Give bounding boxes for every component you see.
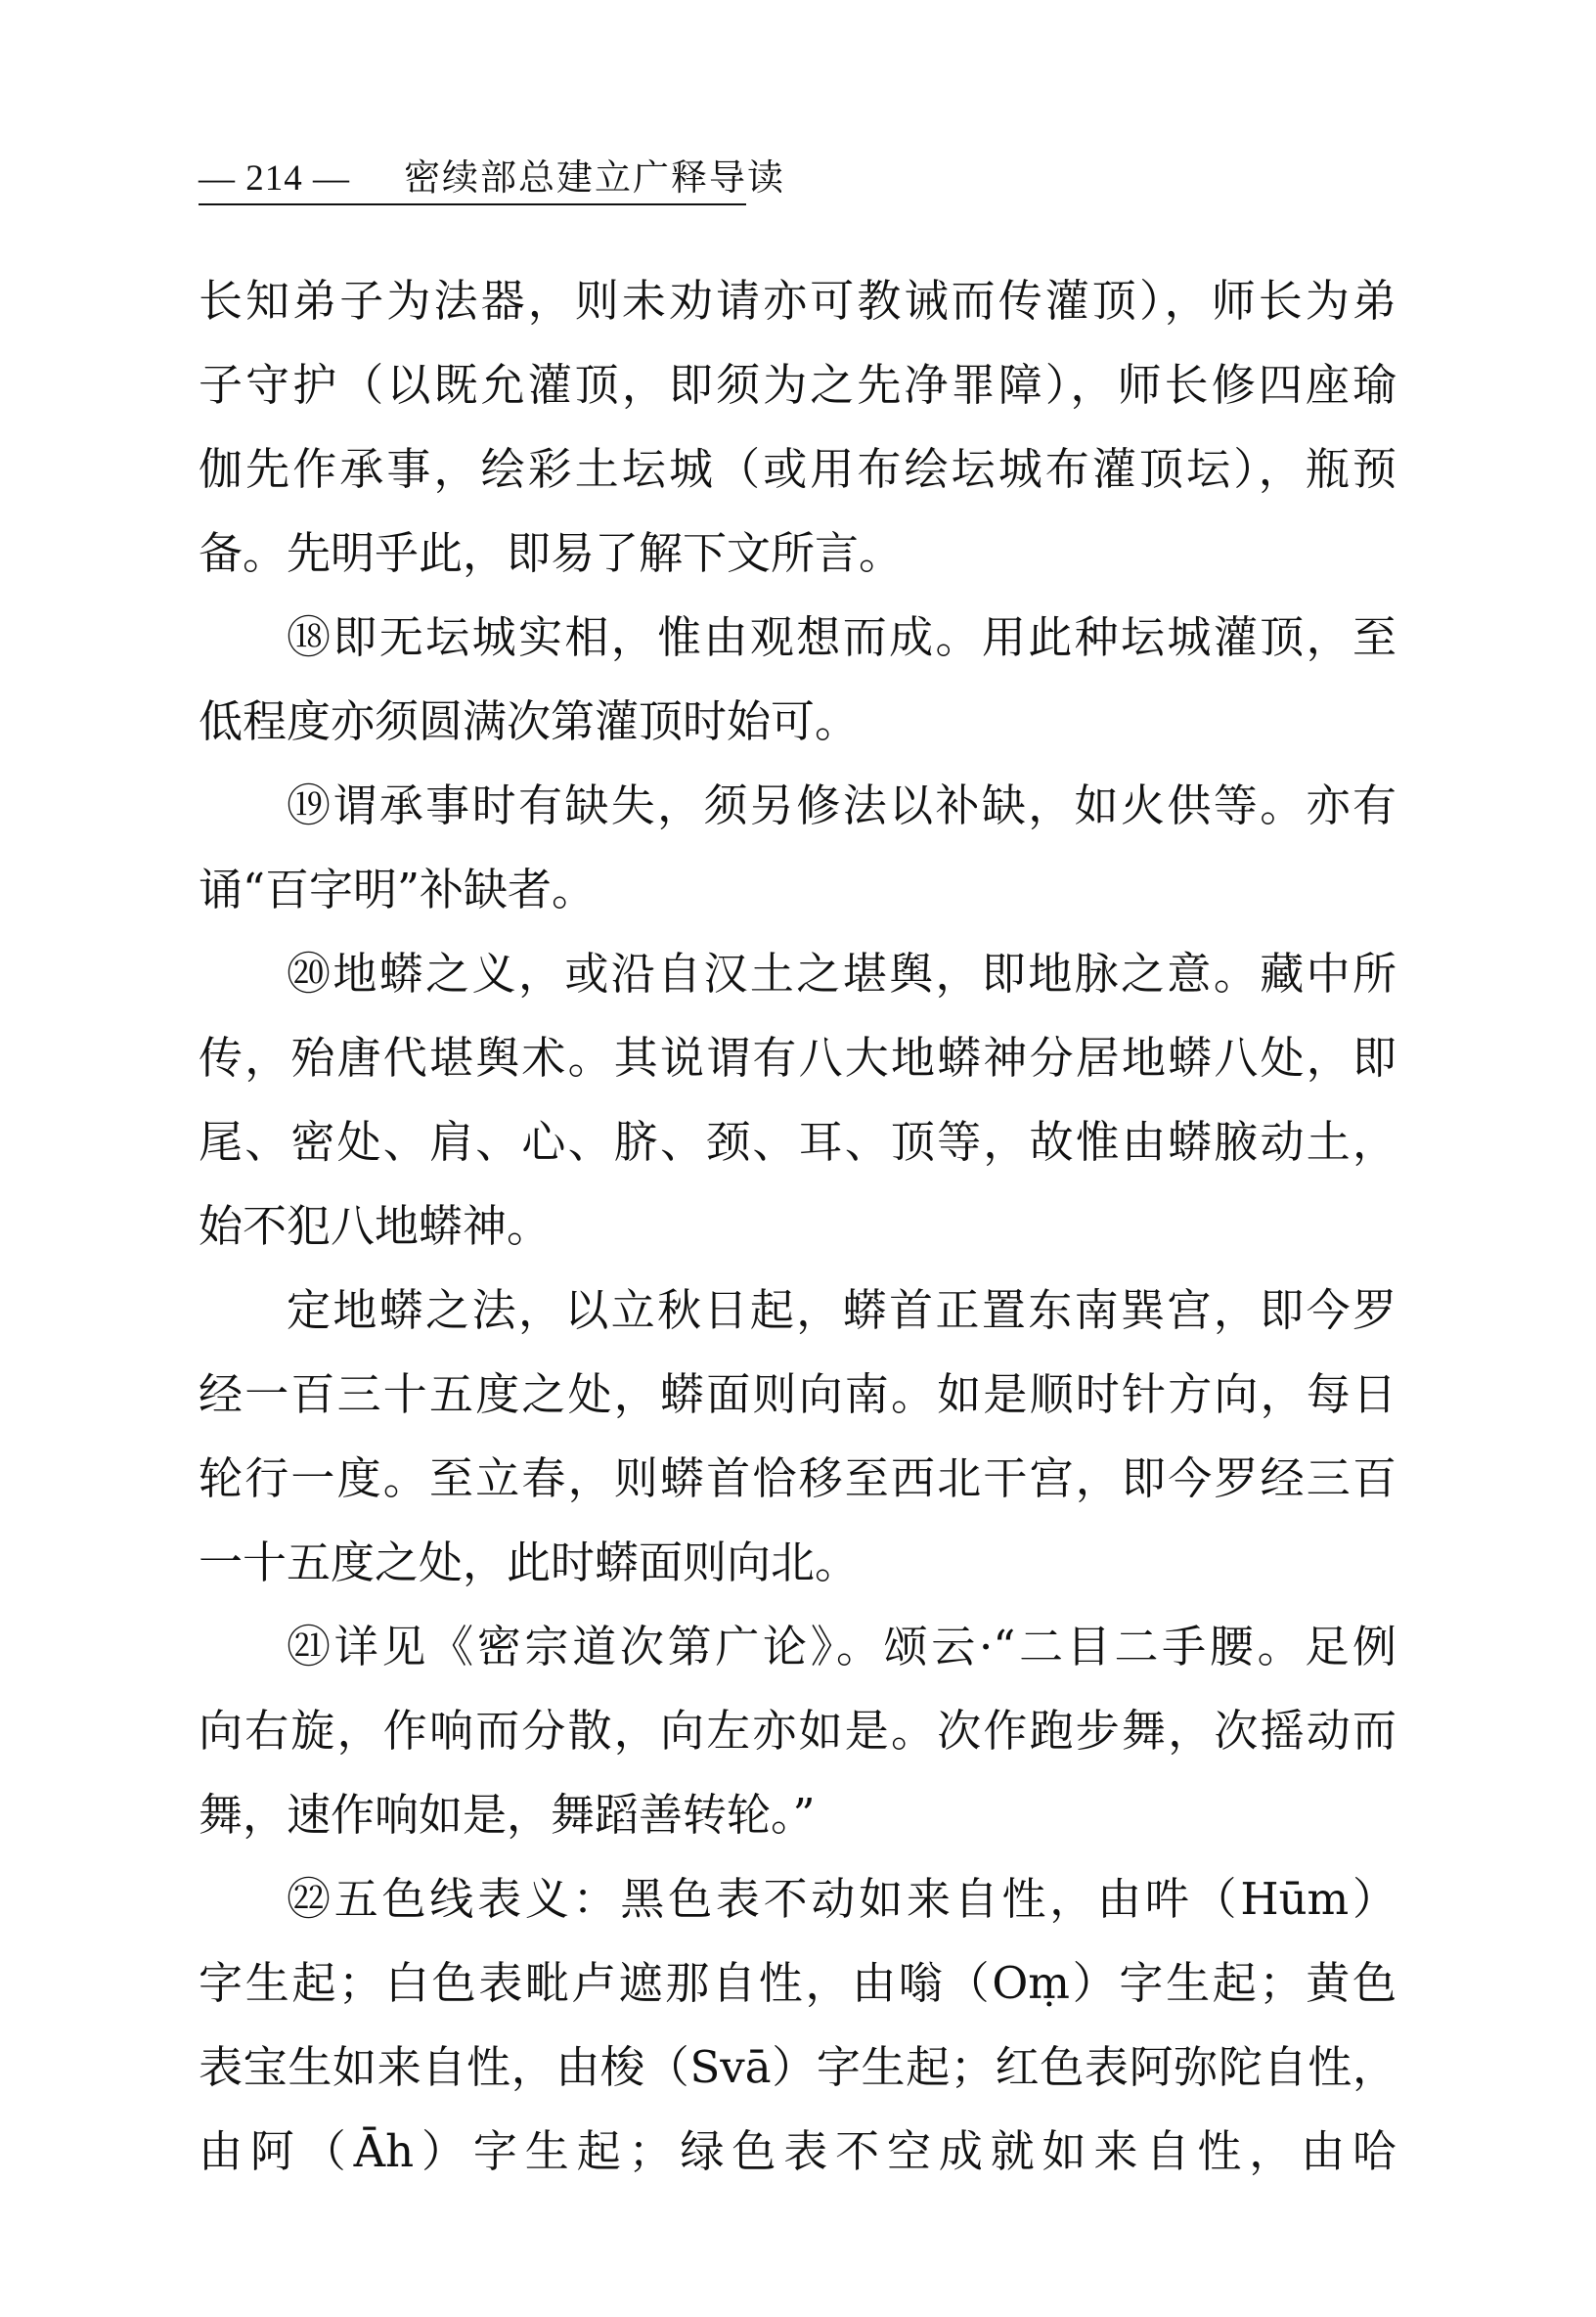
text-line: 向右旋，作响而分散，向左亦如是。次作跑步舞，次摇动而 <box>199 1705 1396 1757</box>
text-line: 轮行一度。至立春，则蟒首恰移至西北干宫，即今罗经三百 <box>199 1452 1396 1504</box>
text-line: 定地蟒之法，以立秋日起，蟒首正置东南巽宫，即今罗 <box>287 1284 1396 1336</box>
text-line: 传，殆唐代堪舆术。其说谓有八大地蟒神分居地蟒八处，即 <box>199 1032 1396 1084</box>
text-line: ㉑详见《密宗道次第广论》。颂云·“二目二手腰。足例 <box>287 1621 1396 1672</box>
text-line: 由阿（Āh）字生起；绿色表不空成就如来自性，由哈 <box>199 2125 1396 2177</box>
text-line: 字生起；白色表毗卢遮那自性，由嗡（Oṃ）字生起；黄色 <box>199 1957 1396 2009</box>
header-spacer <box>364 156 391 199</box>
text-line: 始不犯八地蟒神。 <box>199 1200 552 1252</box>
text-line: 舞，速作响如是，舞蹈善转轮。” <box>199 1789 816 1841</box>
text-line: 经一百三十五度之处，蟒面则向南。如是顺时针方向，每日 <box>199 1368 1396 1420</box>
text-line: 子守护（以既允灌顶，即须为之先净罪障），师长修四座瑜 <box>199 359 1396 411</box>
text-line: 备。先明乎此，即易了解下文所言。 <box>199 527 904 579</box>
text-line: 尾、密处、肩、心、脐、颈、耳、顶等，故惟由蟒腋动土， <box>199 1116 1396 1168</box>
text-line: 伽先作承事，绘彩土坛城（或用布绘坛城布灌顶坛），瓶预 <box>199 443 1396 495</box>
page-number: — 214 — <box>199 158 350 199</box>
body-text <box>199 259 1396 2194</box>
text-line: ⑱即无坛城实相，惟由观想而成。用此种坛城灌顶，至 <box>287 611 1396 663</box>
text-line: 低程度亦须圆满次第灌顶时始可。 <box>199 695 860 747</box>
text-line: 长知弟子为法器，则未劝请亦可教诫而传灌顶），师长为弟 <box>199 275 1396 327</box>
header-rule <box>199 203 746 205</box>
text-line: ㉒五色线表义：黑色表不动如来自性，由吽（Hūm） <box>287 1873 1396 1925</box>
text-line: ⑳地蟒之义，或沿自汉土之堪舆，即地脉之意。藏中所 <box>287 948 1396 1000</box>
text-line: ⑲谓承事时有缺失，须另修法以补缺，如火供等。亦有 <box>287 780 1396 831</box>
text-line: 一十五度之处，此时蟒面则向北。 <box>199 1537 860 1588</box>
book-title: 密续部总建立广释导读 <box>404 156 786 199</box>
text-line: 诵“百字明”补缺者。 <box>199 864 597 915</box>
running-header <box>199 156 785 201</box>
text-line: 表宝生如来自性，由梭（Svā）字生起；红色表阿弥陀自性， <box>199 2041 1396 2093</box>
